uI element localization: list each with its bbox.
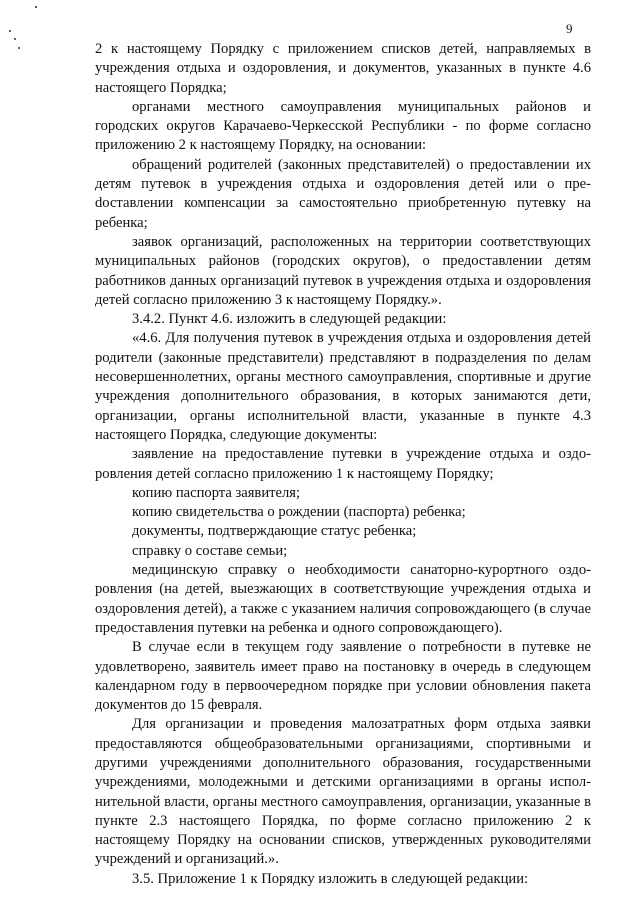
paragraph: 2 к настоящему Порядку с приложением списков детей, направляемых в учреждения отдыха и оздоровления, и документов, указанных в пункте 4.6 настоящего Порядка; xyxy=(95,41,591,96)
paragraph: заявление на предоставление путевки в учреждение отдыха и оздоровления детей согласно приложению 1 к настоящему Порядку; xyxy=(95,446,591,482)
scan-speck xyxy=(18,47,20,49)
paragraph: медицинскую справку о необходимости санаторно-курортного оздоровления (на детей, выезжающих в соответствующие учреждения отдыха и оздоровления детей), а также с указанием наличия сопровождающего (в случае предоставления путевки на ребенка и одного сопровождающего). xyxy=(95,562,591,636)
paragraph: справку о составе семьи; xyxy=(132,542,288,559)
scan-speck xyxy=(9,30,11,32)
paragraph: документы, подтверждающие статус ребенка; xyxy=(132,523,417,540)
scan-speck xyxy=(14,38,16,40)
paragraph: органами местного самоуправления муниципальных районов и городских округов Карачаево-Черкесской Республики - по форме согласно приложению 2 к настоящему Порядку, на основании: xyxy=(95,98,591,154)
paragraph: копию паспорта заявителя; xyxy=(132,484,301,501)
paragraph: В случае если в текущем году заявление о потребности в путевке не удовлетворено, заявитель имеет право на постановку в очередь в следующем календарном году в первоочередном порядке при условии обновления пакета документов до 15 февраля. xyxy=(95,639,591,714)
paragraph: 3.4.2. Пункт 4.6. изложить в следующей редакции: xyxy=(132,311,447,328)
scan-speck xyxy=(35,6,37,8)
document-body xyxy=(95,40,591,889)
paragraph: Для организации и проведения малозатратных форм отдыха заявки предоставляются общеобразовательными организациями, спортивными и другими учреждениями дополнительного образования, государственными учреждениями, молодежными и детскими организациями в органы исполнительной власти, органы местного самоуправления, организации, указанные в пункте 2.3 настоящего Порядка, по форме согласно приложению 2 к настоящему Порядку на основании списков, утвержденных руководителями учреждений и организаций.». xyxy=(95,716,591,868)
paragraph: копию свидетельства о рождении (паспорта) ребенка; xyxy=(132,504,466,521)
paragraph: обращений родителей (законных представителей) о предоставлении их детям путевок в учреждения отдыха и оздоровления детей или о преdоставлении компенсации за самостоятельно приобретенную путевку на ребенка; xyxy=(95,156,591,231)
paragraph: заявок организаций, расположенных на территории соответствующих муниципальных районов (городских округов), о предоставлении детям работников данных организаций путевок в учреждения отдыха и оздоровления детей согласно приложению 3 к настоящему Порядку.». xyxy=(95,233,591,308)
page-number: 9 xyxy=(566,21,573,36)
paragraph: «4.6. Для получения путевок в учреждения отдыха и оздоровления детей родители (законные представители) представляют в подразделения по делам несовершеннолетних, органы местного самоуправления, спортивные и другие учреждения дополнительного образования, в которых занимаются дети, организации, органы исполнительной власти, указанные в пункте 4.3 настоящего Порядка, следующие документы: xyxy=(95,330,591,443)
paragraph: 3.5. Приложение 1 к Порядку изложить в следующей редакции: xyxy=(132,870,529,887)
